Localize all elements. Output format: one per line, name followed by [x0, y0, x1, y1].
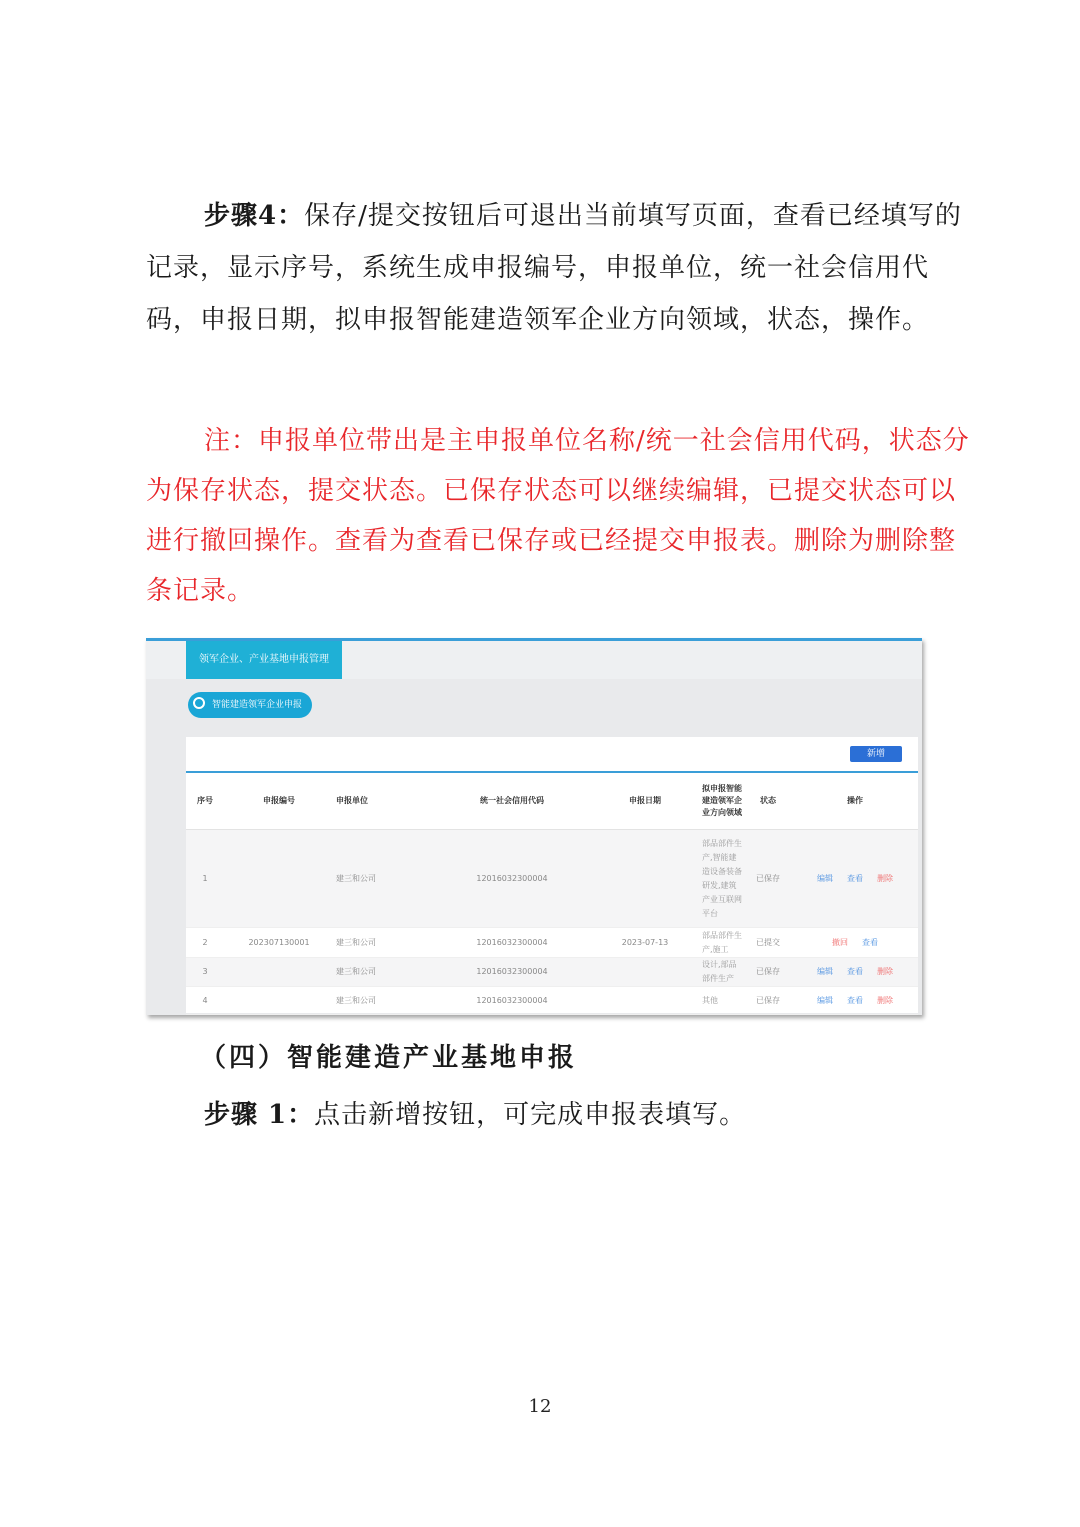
cell-credit: 12016032300004 — [434, 830, 590, 928]
view-link[interactable]: 查看 — [847, 967, 863, 976]
edit-link[interactable]: 编辑 — [817, 967, 833, 976]
pill-label: 智能建造领军企业申报 — [212, 700, 303, 710]
cell-date — [590, 987, 700, 1015]
add-button[interactable]: 新增 — [850, 746, 902, 762]
delete-link[interactable]: 删除 — [877, 995, 893, 1005]
declare-pill-button[interactable] — [188, 692, 312, 718]
table-row — [186, 928, 918, 958]
section-heading: （四）智能建造产业基地申报 — [200, 1043, 578, 1073]
cell-ops — [792, 987, 918, 1015]
cell-status: 已提交 — [744, 928, 792, 958]
cell-credit: 12016032300004 — [434, 928, 590, 958]
cell-unit: 建三和公司 — [334, 830, 434, 928]
step1-label: 步骤 1： — [204, 1100, 315, 1130]
cell-code: 202307130001 — [224, 928, 334, 958]
embedded-screenshot — [146, 638, 922, 1015]
cell-unit: 建三和公司 — [334, 958, 434, 987]
col-header: 状态 — [744, 772, 792, 830]
edit-link[interactable]: 编辑 — [817, 873, 833, 883]
step4-paragraph — [146, 190, 976, 346]
cell-domain: 部品部件生产,施工 — [700, 928, 744, 958]
table-panel — [186, 737, 918, 1013]
cell-date: 2023-07-13 — [590, 928, 700, 958]
step4-label: 步骤4： — [204, 201, 305, 231]
step4-text: 保存/提交按钮后可退出当前填写页面，查看已经填写的记录，显示序号，系统生成申报编号，申报单位，统一社会信用代码，申报日期，拟申报智能建造领军企业方向领域，状态，操作。 — [146, 201, 962, 335]
cell-ops — [792, 830, 918, 928]
step1-paragraph — [204, 1089, 964, 1141]
cell-code — [224, 958, 334, 987]
revoke-link[interactable]: 撤回 — [832, 937, 848, 947]
cell-code — [224, 830, 334, 928]
cell-status: 已保存 — [744, 830, 792, 928]
cell-domain: 部品部件生产,智能建造设备装备研发,建筑产业互联网平台 — [700, 830, 744, 928]
view-link[interactable]: 查看 — [862, 937, 878, 947]
table-row — [186, 987, 918, 1015]
cell-date — [590, 958, 700, 987]
cell-ops — [792, 958, 918, 987]
note-text: 申报单位带出是主申报单位名称/统一社会信用代码，状态分为保存状态，提交状态。已保存状态可以继续编辑，已提交状态可以进行撤回操作。查看为查看已保存或已经提交申报表。删除为删除整条记录。 — [146, 426, 970, 606]
cell-domain: 设计,部品部件生产 — [700, 958, 744, 987]
view-link[interactable]: 查看 — [847, 873, 863, 883]
cell-status: 已保存 — [744, 987, 792, 1015]
edit-link[interactable]: 编辑 — [817, 995, 833, 1005]
col-header: 申报单位 — [334, 772, 434, 830]
cell-unit: 建三和公司 — [334, 987, 434, 1015]
cell-domain: 其他 — [700, 987, 744, 1015]
cell-no: 3 — [186, 958, 224, 987]
table-row — [186, 958, 918, 987]
col-header: 申报编号 — [224, 772, 334, 830]
delete-link[interactable]: 删除 — [877, 873, 893, 883]
note-paragraph — [146, 416, 980, 616]
cell-no: 2 — [186, 928, 224, 958]
cell-credit: 12016032300004 — [434, 958, 590, 987]
table-row — [186, 830, 918, 928]
cell-code — [224, 987, 334, 1015]
col-header: 操作 — [792, 772, 918, 830]
view-link[interactable]: 查看 — [847, 995, 863, 1005]
step1-text: 点击新增按钮，可完成申报表填写。 — [314, 1100, 747, 1130]
cell-no: 4 — [186, 987, 224, 1015]
col-header: 统一社会信用代码 — [434, 772, 590, 830]
cell-unit: 建三和公司 — [334, 928, 434, 958]
circle-icon — [193, 697, 205, 709]
cell-date — [590, 830, 700, 928]
col-header: 拟申报智能建造领军企业方向领域 — [700, 772, 744, 830]
tab-bar — [146, 641, 922, 679]
cell-no: 1 — [186, 830, 224, 928]
col-header: 申报日期 — [590, 772, 700, 830]
page-number: 12 — [528, 1396, 552, 1417]
delete-link[interactable]: 删除 — [877, 967, 893, 976]
col-header: 序号 — [186, 772, 224, 830]
note-label: 注： — [204, 426, 259, 456]
records-table — [186, 771, 918, 1015]
cell-credit: 12016032300004 — [434, 987, 590, 1015]
table-header-row — [186, 772, 918, 830]
cell-ops — [792, 928, 918, 958]
cell-status: 已保存 — [744, 958, 792, 987]
tab-management[interactable]: 领军企业、产业基地申报管理 — [186, 641, 342, 679]
